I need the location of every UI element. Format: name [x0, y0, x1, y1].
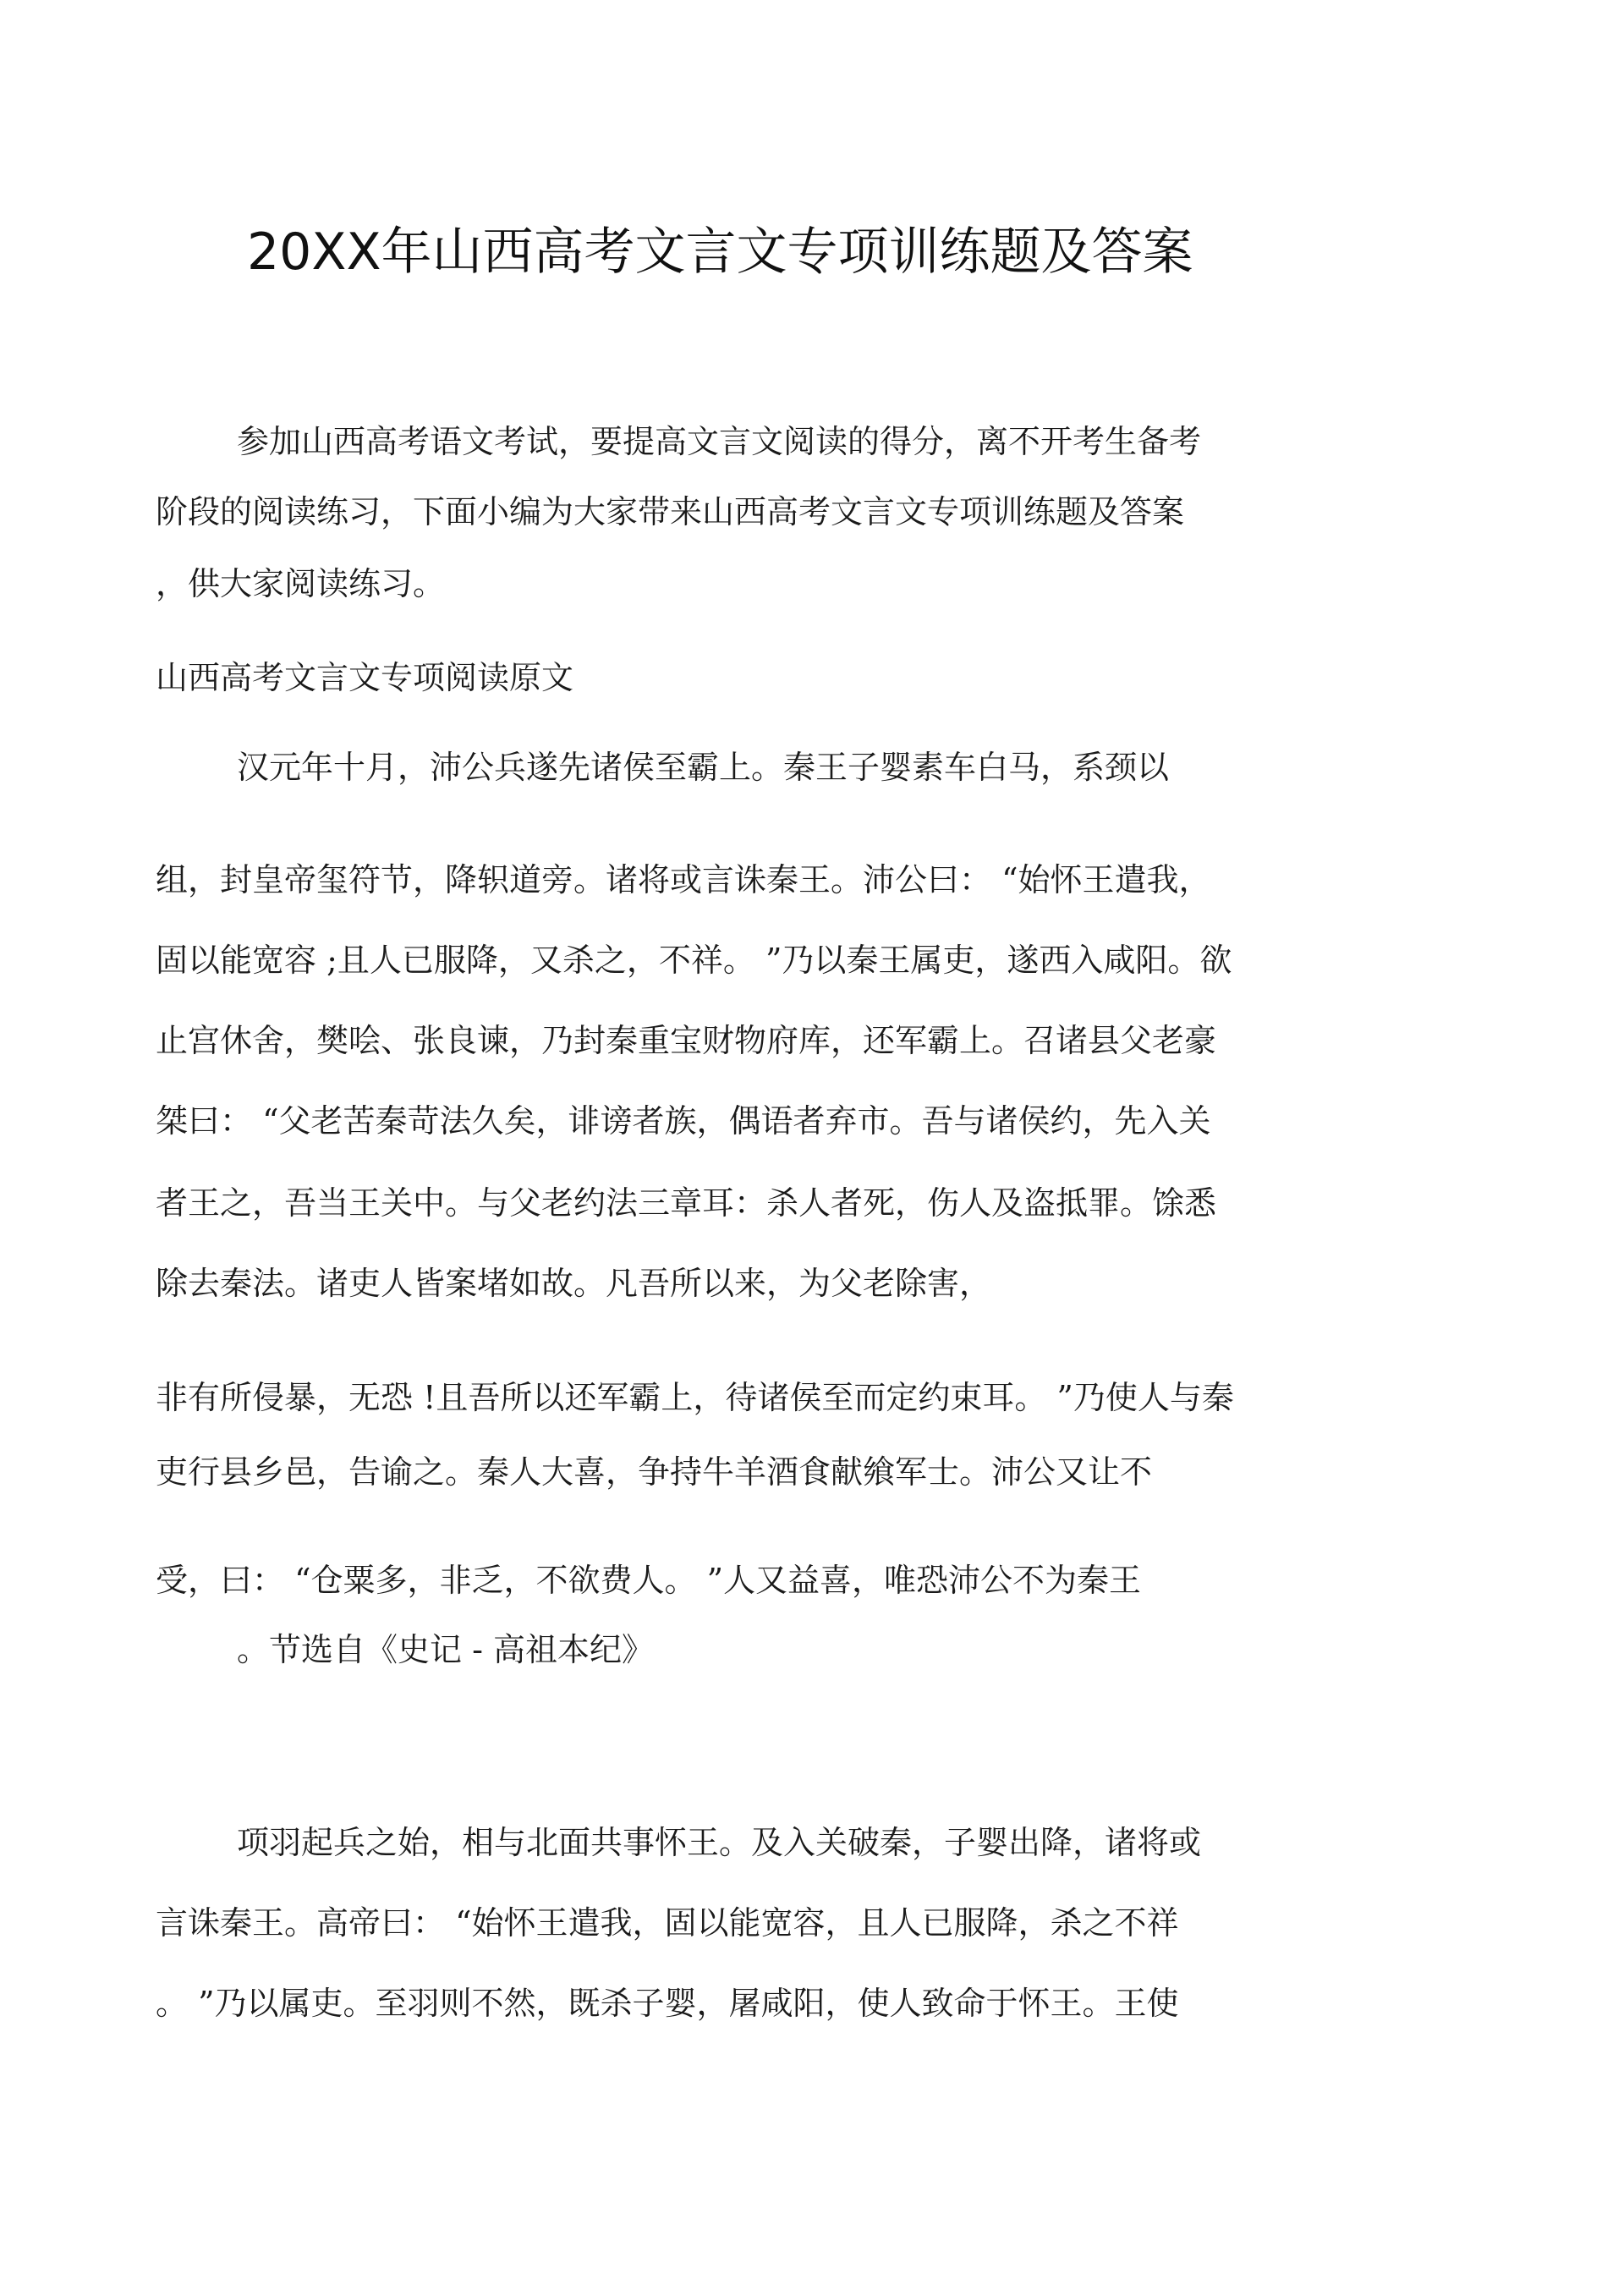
passage1-source: 。节选自《史记 - 高祖本纪》	[237, 1631, 654, 1668]
passage1-line-7: 除去秦法。诸吏人皆案堵如故。凡吾所以来，为父老除害，	[156, 1265, 992, 1302]
passage1-line-10: 受，曰： “仓粟多，非乏，不欲费人。 ”人又益喜，唯恐沛公不为秦王	[156, 1562, 1142, 1599]
document-title: 20XX年山西高考文言文专项训练题及答案	[247, 222, 1193, 282]
passage1-line-6: 者王之，吾当王关中。与父老约法三章耳：杀人者死，伤人及盗抵罪。馀悉	[156, 1184, 1217, 1222]
intro-line-1: 参加山西高考语文考试，要提高文言文阅读的得分，离不开考生备考	[237, 423, 1202, 460]
passage1-line-1: 汉元年十月，沛公兵遂先诸侯至霸上。秦王子婴素车白马，系颈以	[237, 749, 1170, 786]
intro-line-2: 阶段的阅读练习，下面小编为大家带来山西高考文言文专项训练题及答案	[156, 493, 1185, 530]
passage1-line-4: 止宫休舍，樊哙、张良谏，乃封秦重宝财物府库，还军霸上。召诸县父老豪	[156, 1022, 1217, 1059]
passage2-line-2: 言诛秦王。高帝曰： “始怀王遣我，固以能宽容，且人已服降，杀之不祥	[156, 1904, 1179, 1942]
intro-line-3: ，供大家阅读练习。	[156, 565, 446, 602]
passage1-line-9: 吏行县乡邑，告谕之。秦人大喜，争持牛羊酒食献飨军士。沛公又让不	[156, 1453, 1153, 1491]
section-heading: 山西高考文言文专项阅读原文	[156, 659, 574, 696]
passage1-line-3: 固以能宽容 ;且人已服降，又杀之，不祥。 ”乃以秦王属吏，遂西入咸阳。欲	[156, 942, 1232, 979]
passage2-line-3: 。 ”乃以属吏。至羽则不然，既杀子婴，屠咸阳，使人致命于怀王。王使	[156, 1985, 1179, 2022]
passage1-line-5: 桀曰： “父老苦秦苛法久矣，诽谤者族，偶语者弃市。吾与诸侯约，先入关	[156, 1102, 1211, 1140]
passage1-line-8: 非有所侵暴，无恐 !且吾所以还军霸上，待诸侯至而定约束耳。 ”乃使人与秦	[156, 1379, 1234, 1416]
passage2-line-1: 项羽起兵之始，相与北面共事怀王。及入关破秦，子婴出降，诸将或	[237, 1824, 1202, 1861]
passage1-line-2: 组，封皇帝玺符节，降轵道旁。诸将或言诛秦王。沛公曰： “始怀王遣我，	[156, 861, 1211, 898]
